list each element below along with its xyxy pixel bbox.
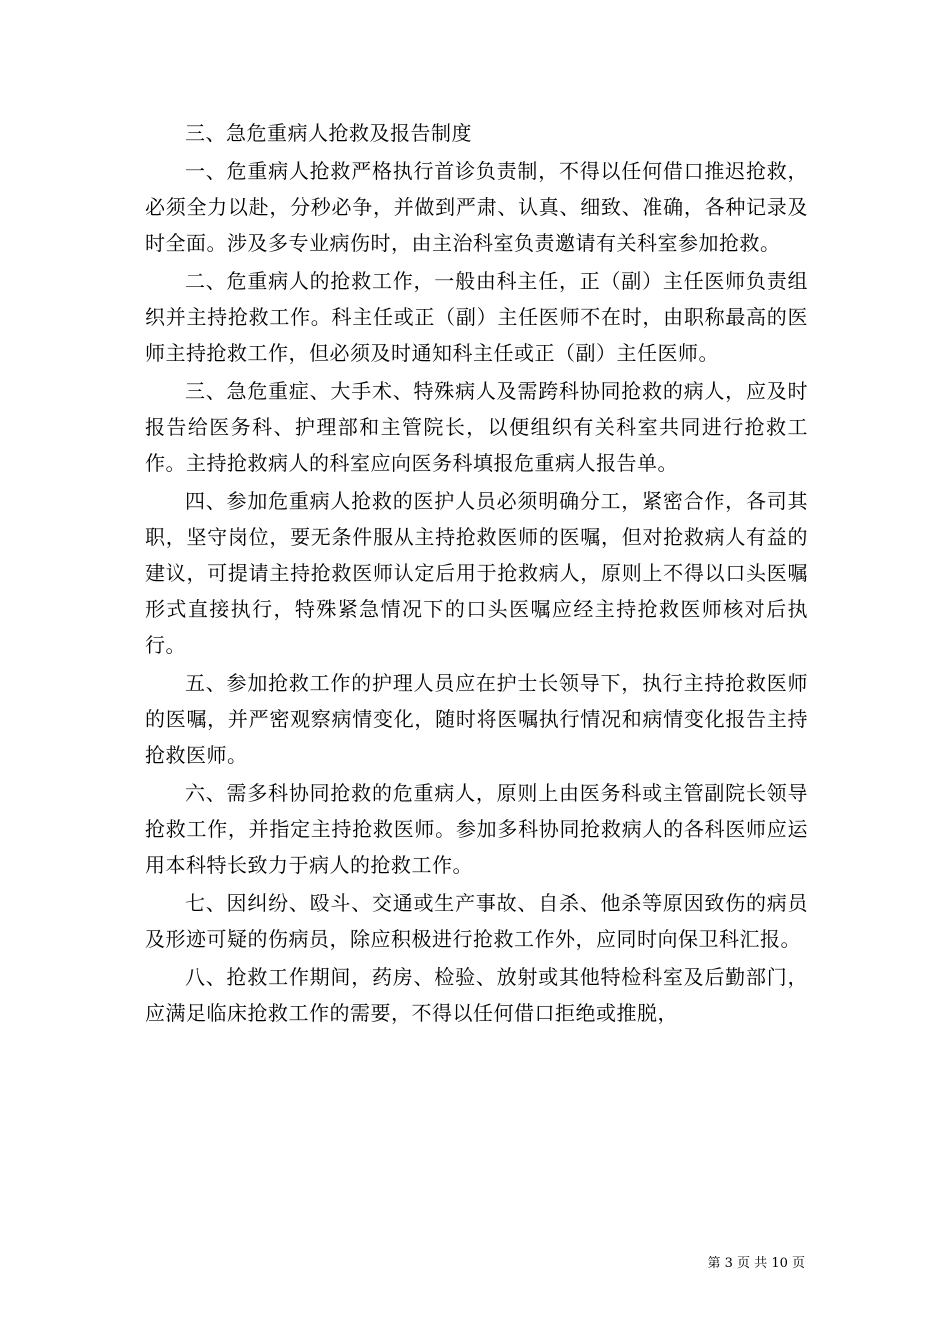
section-heading: 三、急危重病人抢救及报告制度 (185, 121, 472, 145)
paragraph-7: 七、因纠纷、殴斗、交通或生产事故、自杀、他杀等原因致伤的病员及形迹可疑的伤病员，除应积极进行抢救工作外，应同时向保卫科汇报。 (145, 891, 808, 951)
paragraph-3: 三、急危重症、大手术、特殊病人及需跨科协同抢救的病人，应及时报告给医务科、护理部和主管院长，以便组织有关科室共同进行抢救工作。主持抢救病人的科室应向医务科填报危重病人报告单。 (145, 379, 808, 475)
document-body (145, 115, 808, 1031)
paragraph-5: 五、参加抢救工作的护理人员应在护士长领导下，执行主持抢救医师的医嘱，并严密观察病情变化，随时将医嘱执行情况和病情变化报告主持抢救医师。 (145, 671, 808, 767)
paragraph-4: 四、参加危重病人抢救的医护人员必须明确分工，紧密合作，各司其职，坚守岗位，要无条件服从主持抢救医师的医嘱，但对抢救病人有益的建议，可提请主持抢救医师认定后用于抢救病人，原则上不得以口头医嘱形式直接执行，特殊紧急情况下的口头医嘱应经主持抢救医师核对后执行。 (145, 489, 808, 657)
page-number: 第 3 页 共 10 页 (707, 1256, 805, 1271)
paragraph-6: 六、需多科协同抢救的危重病人，原则上由医务科或主管副院长领导抢救工作，并指定主持抢救医师。参加多科协同抢救病人的各科医师应运用本科特长致力于病人的抢救工作。 (145, 781, 808, 877)
paragraph-8: 八、抢救工作期间，药房、检验、放射或其他特检科室及后勤部门，应满足临床抢救工作的需要，不得以任何借口拒绝或推脱， (145, 965, 808, 1025)
paragraph-2: 二、危重病人的抢救工作，一般由科主任，正（副）主任医师负责组织并主持抢救工作。科主任或正（副）主任医师不在时，由职称最高的医师主持抢救工作，但必须及时通知科主任或正（副）主任医师。 (145, 269, 808, 365)
paragraph-1: 一、危重病人抢救严格执行首诊负责制，不得以任何借口推迟抢救，必须全力以赴，分秒必争，并做到严肃、认真、细致、准确，各种记录及时全面。涉及多专业病伤时，由主治科室负责邀请有关科室参加抢救。 (145, 159, 808, 255)
